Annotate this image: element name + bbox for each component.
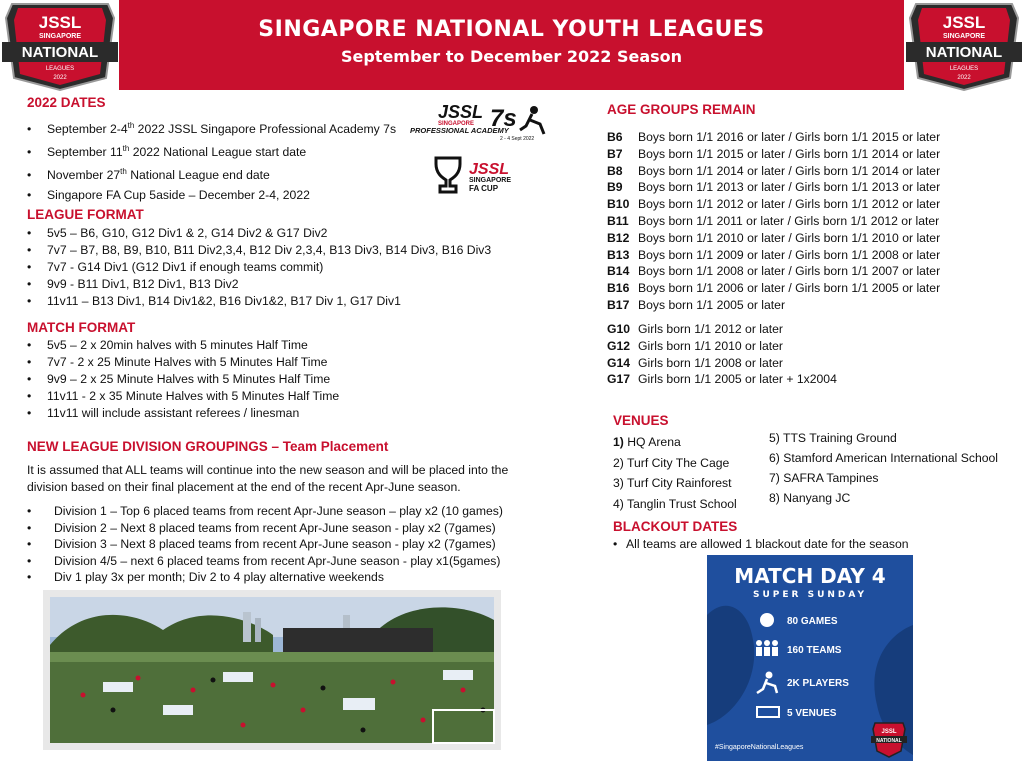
age-group-row: B17 Boys born 1/1 2005 or later <box>607 297 786 312</box>
poster-title: MATCH DAY 4 <box>734 564 886 588</box>
dates-heading: 2022 DATES <box>27 95 106 110</box>
dates-item: • September 11th 2022 National League start date <box>27 144 307 160</box>
dates-item: • November 27th National League end date <box>27 167 270 183</box>
league-format-heading: LEAGUE FORMAT <box>27 207 144 222</box>
badge-year-text: 2022 <box>957 75 971 81</box>
age-group-row: B16 Boys born 1/1 2006 or later / Girls born 1/1 2005 or later <box>607 281 941 296</box>
academy-brand-text: JSSL <box>438 102 484 122</box>
venue-item: 7) SAFRA Tampines <box>769 471 879 485</box>
match-format-item: • 11v11 - 2 x 35 Minute Halves with 5 Minutes Half Time <box>27 389 340 403</box>
age-group-row: G17 Girls born 1/1 2005 or later + 1x2004 <box>607 372 837 387</box>
header-band <box>119 0 904 90</box>
badge-jssl-text: JSSL <box>942 13 986 32</box>
age-group-row: B11 Boys born 1/1 2011 or later / Girls born 1/1 2012 or later <box>607 213 940 228</box>
poster-subtitle: SUPER SUNDAY <box>752 590 868 600</box>
league-format-item: • 9v9 - B11 Div1, B12 Div1, B13 Div2 <box>27 277 239 291</box>
venues-list-left <box>613 432 763 514</box>
facup-brand-text: JSSL <box>469 161 510 178</box>
match-day-poster <box>707 555 913 761</box>
jssl-fa-cup-logo <box>433 156 533 196</box>
jssl-national-leagues-badge-left <box>2 0 118 92</box>
poster-badge-main: NATIONAL <box>876 738 902 744</box>
league-format-item: • 5v5 – B6, G10, G12 Div1 & 2, G14 Div2 & G17 Div2 <box>27 226 328 240</box>
league-format-item: • 11v11 – B13 Div1, B14 Div1&2, B16 Div1&2, B17 Div 1, G17 Div1 <box>27 294 401 308</box>
league-format-item: • 7v7 - G14 Div1 (G12 Div1 if enough teams commit) <box>27 260 324 274</box>
badge-sub-text: SINGAPORE <box>38 33 82 40</box>
age-group-row: B8 Boys born 1/1 2014 or later / Girls born 1/1 2014 or later <box>607 163 941 178</box>
blackout-heading: BLACKOUT DATES <box>613 519 738 534</box>
poster-stat: 5 VENUES <box>787 708 837 719</box>
venue-item: 2) Turf City The Cage <box>613 455 730 470</box>
badge-sub-text: SINGAPORE <box>942 33 986 40</box>
facup-line-text: FA CUP <box>469 184 499 193</box>
match-format-item: • 11v11 will include assistant referees / linesman <box>27 406 300 420</box>
venues-heading: VENUES <box>613 413 669 428</box>
academy-7s-text: 7s <box>490 105 517 132</box>
venue-item: 4) Tanglin Trust School <box>613 496 737 511</box>
academy-date-text: 2 - 4 Sept 2022 <box>500 136 535 142</box>
poster-stat: 2K PLAYERS <box>787 678 849 689</box>
age-group-row: B13 Boys born 1/1 2009 or later / Girls born 1/1 2008 or later <box>607 247 941 262</box>
groupings-heading: NEW LEAGUE DIVISION GROUPINGS – Team Placement <box>27 439 389 454</box>
groupings-intro: It is assumed that ALL teams will continue into the new season and will be placed into the division based on their final placement at the end of the recent Apr-June season. <box>27 463 509 494</box>
venues-list-right <box>769 428 1021 508</box>
age-group-row: B12 Boys born 1/1 2010 or later / Girls born 1/1 2010 or later <box>607 230 941 245</box>
venue-item: 1) HQ Arena <box>613 435 681 449</box>
match-format-item: • 7v7 - 2 x 25 Minute Halves with 5 Minutes Half Time <box>27 355 328 369</box>
badge-leagues-text: LEAGUES <box>949 66 979 72</box>
football-pitch-photo <box>43 590 501 750</box>
age-groups-heading: AGE GROUPS REMAIN <box>607 102 756 117</box>
match-format-item: • 9v9 – 2 x 25 Minute Halves with 5 Minutes Half Time <box>27 372 331 386</box>
age-group-row: G10 Girls born 1/1 2012 or later <box>607 322 783 336</box>
venue-item: 3) Turf City Rainforest <box>613 476 732 490</box>
page-title: SINGAPORE NATIONAL YOUTH LEAGUES <box>258 17 765 42</box>
dates-item: • Singapore FA Cup 5aside – December 2-4, 2022 <box>27 188 310 203</box>
academy-line-text: PROFESSIONAL ACADEMY <box>410 126 509 135</box>
age-group-row: B9 Boys born 1/1 2013 or later / Girls born 1/1 2013 or later <box>607 180 941 195</box>
badge-jssl-text: JSSL <box>38 13 82 32</box>
league-format-item: • 7v7 – B7, B8, B9, B10, B11 Div2,3,4, B12 Div 2,3,4, B13 Div3, B14 Div3, B16 Div3 <box>27 243 492 257</box>
venue-item: 5) TTS Training Ground <box>769 431 897 445</box>
jssl-academy-7s-logo <box>408 100 548 142</box>
groupings-list <box>27 503 567 586</box>
age-groups-boys <box>607 129 1017 314</box>
league-format-list <box>27 225 587 310</box>
poster-stat: 80 GAMES <box>787 616 838 627</box>
player-icon <box>530 106 538 114</box>
badge-national-text: NATIONAL <box>21 44 99 61</box>
venue-item: 6) Stamford American International School <box>769 451 998 465</box>
poster-badge-top: JSSL <box>881 729 897 735</box>
poster-stat: 160 TEAMS <box>787 645 842 656</box>
age-group-row: B14 Boys born 1/1 2008 or later / Girls born 1/1 2007 or later <box>607 264 941 279</box>
dates-item: • September 2-4th 2022 JSSL Singapore Professional Academy 7s <box>27 121 397 137</box>
football-icon <box>760 613 774 627</box>
jssl-national-leagues-badge-right <box>906 0 1022 92</box>
poster-hashtag: #SingaporeNationalLeagues <box>715 744 804 751</box>
groupings-item: • Division 2 – Next 8 placed teams from recent Apr-June season - play x2 (7games) <box>27 520 496 535</box>
groupings-item: • Div 1 play 3x per month; Div 2 to 4 play alternative weekends <box>27 570 384 584</box>
groupings-item: • Division 4/5 – next 6 placed teams from recent Apr-June season - play x1(5games) <box>27 553 501 568</box>
age-group-row: B6 Boys born 1/1 2016 or later / Girls born 1/1 2015 or later <box>607 130 941 144</box>
age-group-row: B7 Boys born 1/1 2015 or later / Girls born 1/1 2014 or later <box>607 146 941 161</box>
badge-national-text: NATIONAL <box>925 44 1003 61</box>
badge-leagues-text: LEAGUES <box>45 66 75 72</box>
venue-item: 8) Nanyang JC <box>769 491 851 505</box>
blackout-item: • All teams are allowed 1 blackout date for the season <box>613 537 909 551</box>
age-group-row: G12 Girls born 1/1 2010 or later <box>607 338 783 353</box>
page-subtitle: September to December 2022 Season <box>340 47 683 66</box>
dates-list <box>27 116 417 205</box>
age-groups-girls <box>607 321 1017 388</box>
academy-sub-text: SINGAPORE <box>438 121 475 127</box>
match-format-heading: MATCH FORMAT <box>27 320 136 335</box>
age-group-row: G14 Girls born 1/1 2008 or later <box>607 355 783 370</box>
match-format-item: • 5v5 – 2 x 20min halves with 5 minutes Half Time <box>27 338 308 352</box>
groupings-item: • Division 3 – Next 8 placed teams from recent Apr-June season - play x2 (7games) <box>27 537 496 551</box>
groupings-item: • Division 1 – Top 6 placed teams from recent Apr-June season – play x2 (10 games) <box>27 504 503 518</box>
match-format-list <box>27 337 587 422</box>
age-group-row: B10 Boys born 1/1 2012 or later / Girls born 1/1 2012 or later <box>607 197 941 212</box>
badge-year-text: 2022 <box>53 75 67 81</box>
facup-sub-text: SINGAPORE <box>469 177 512 184</box>
trophy-icon <box>436 158 460 192</box>
teams-icon <box>756 640 778 656</box>
